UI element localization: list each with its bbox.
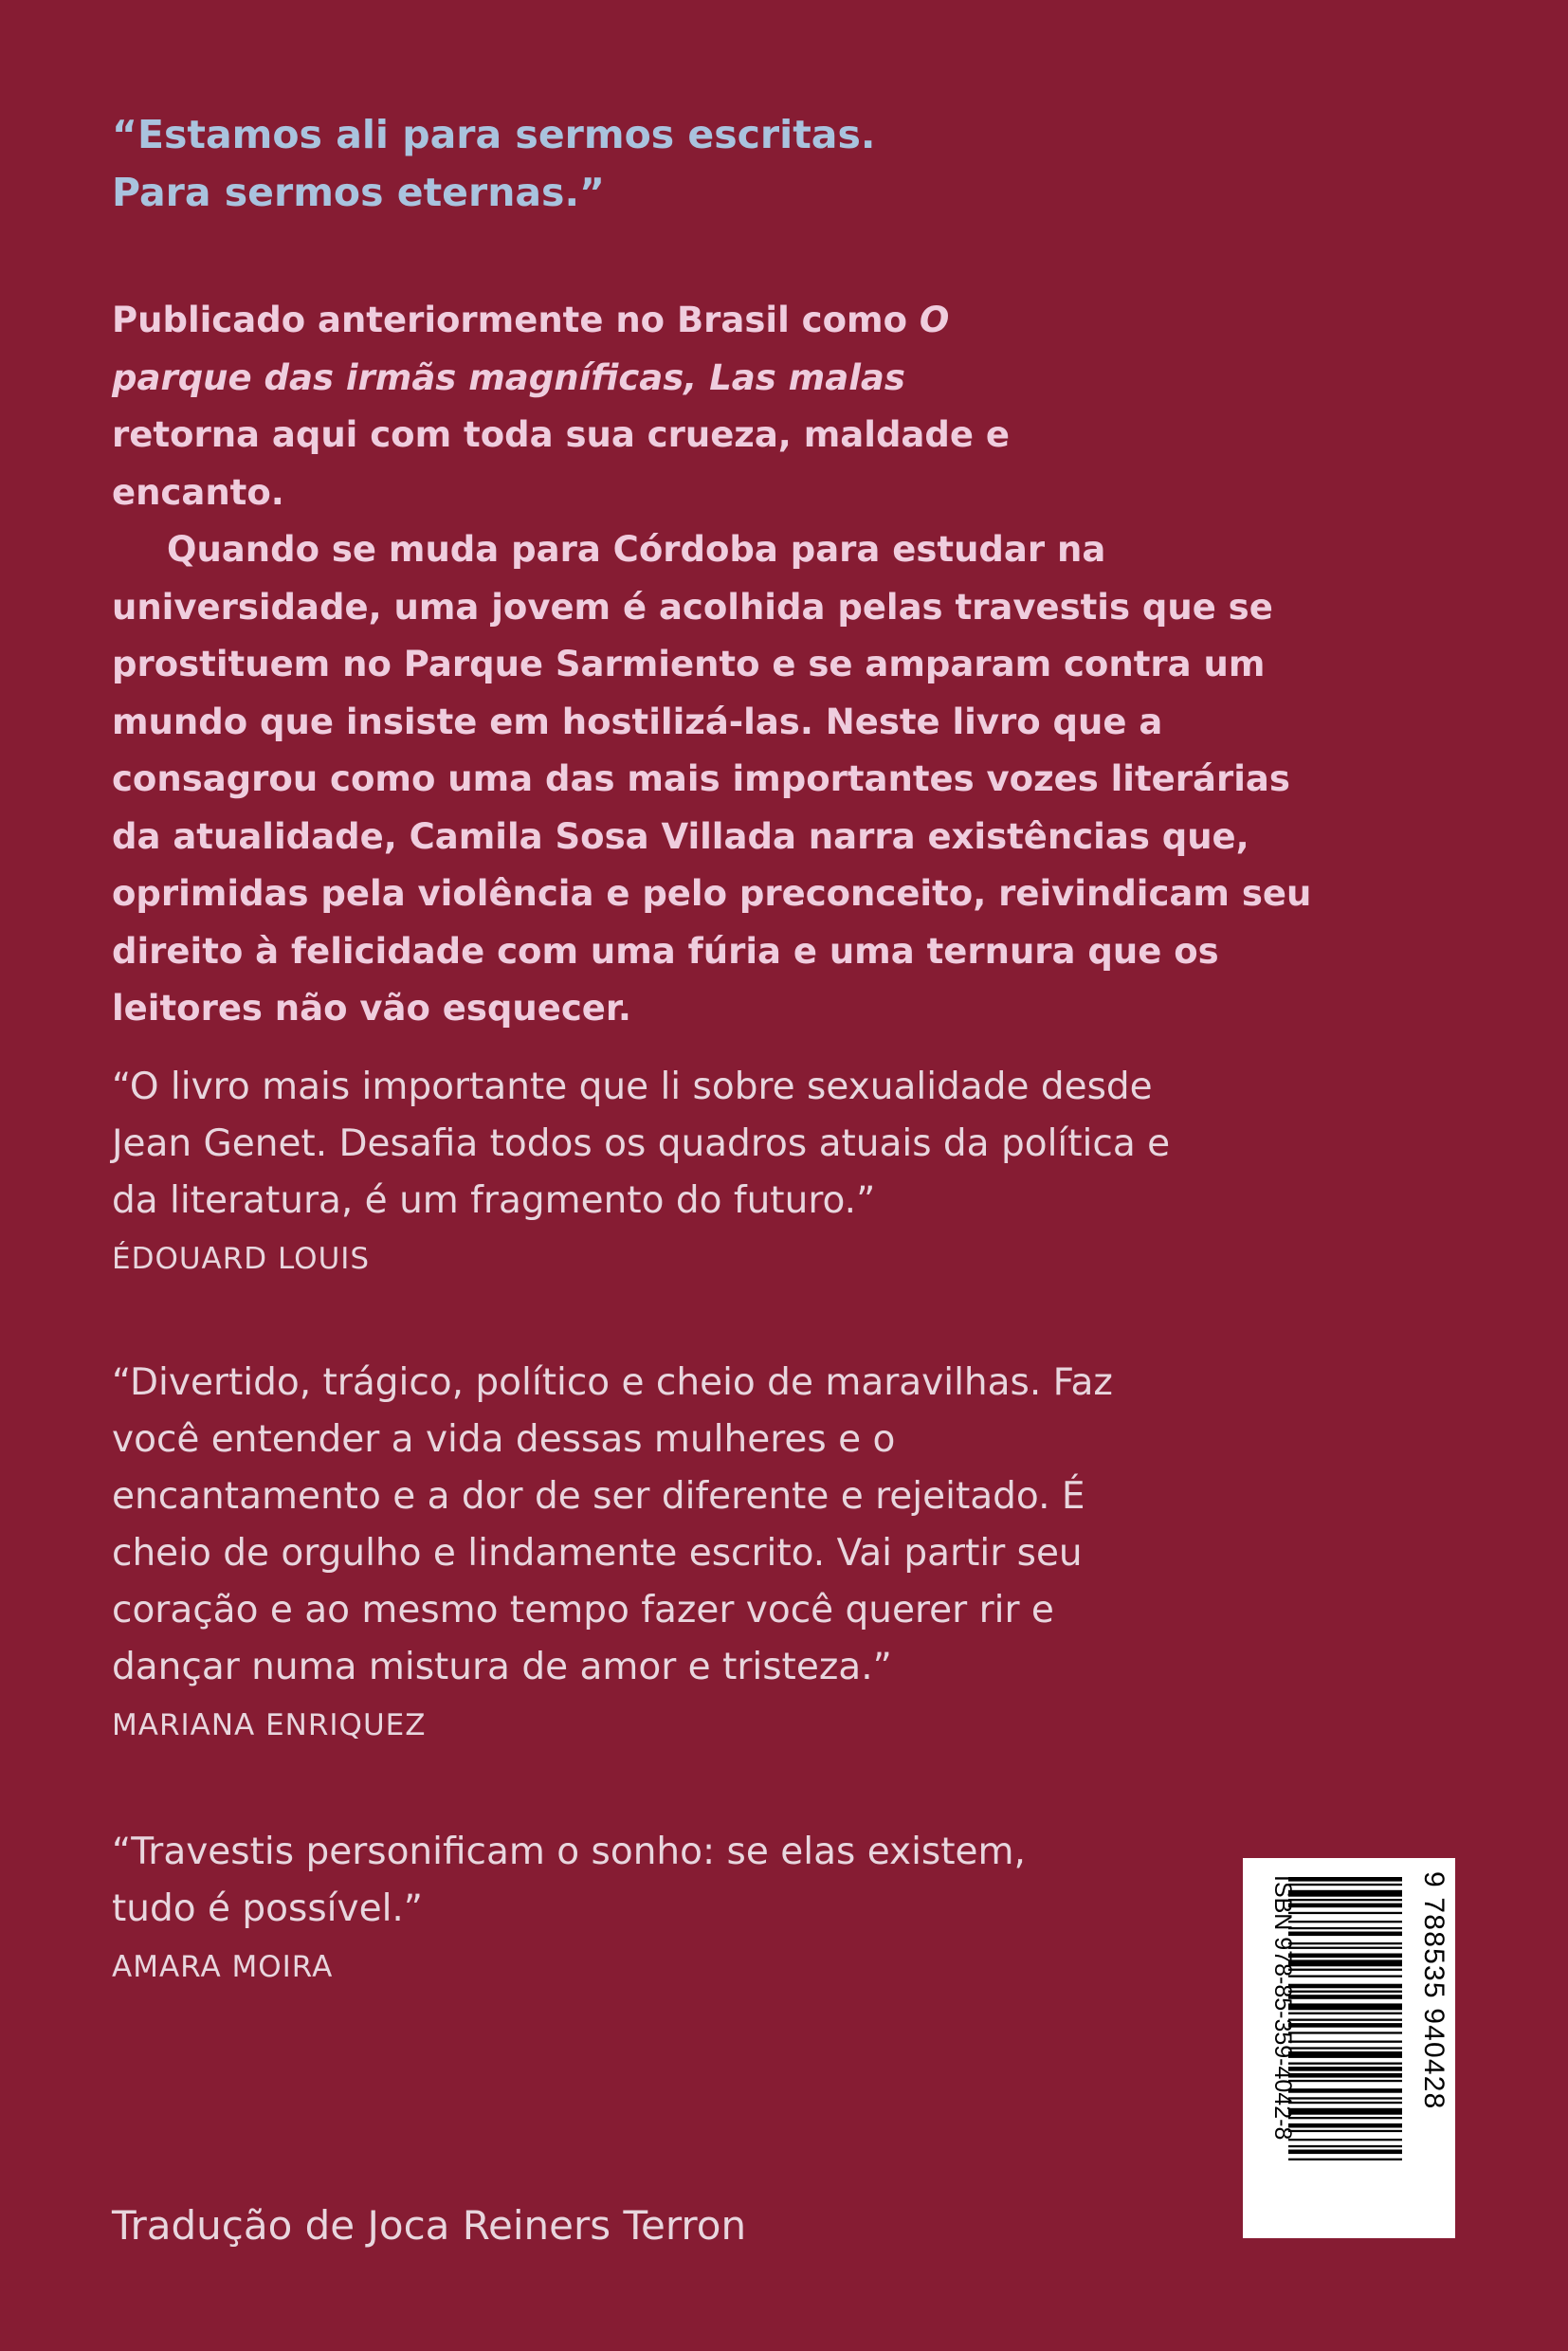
blurb-author: AMARA MOIRA	[112, 1950, 334, 1984]
barcode-bar	[1288, 2032, 1402, 2033]
title-separator: ,	[684, 356, 710, 398]
barcode-bar	[1288, 1969, 1402, 1971]
barcode-bar	[1288, 2108, 1402, 2115]
barcode-bar	[1288, 2041, 1402, 2043]
barcode-bar	[1288, 1921, 1402, 1923]
barcode-bar	[1288, 2150, 1402, 2155]
synopsis-body: Quando se muda para Córdoba para estudar na universidade, uma jovem é acolhida pelas travestis que se prostituem no Parque Sarmiento e se amparam contra um mundo que insiste em hostilizá-las. Neste livro que a consagrou como uma das mais importantes vozes literárias da atualidade, Camila Sosa Villada narra existências que, oprimidas pela violência e pelo preconceito, reivindicam seu direito à felicidade com uma fúria e uma ternura que os leitores não vão esquecer.	[112, 529, 1312, 1029]
barcode-bar	[1288, 2063, 1402, 2065]
barcode-bar	[1288, 1912, 1402, 1914]
barcode-bar	[1288, 1899, 1402, 1901]
barcode-bar	[1288, 2013, 1402, 2014]
blurb-mariana-enriquez	[112, 1355, 1202, 1749]
barcode-bar	[1288, 1884, 1402, 1886]
blurb-amara-moira	[112, 1824, 1202, 1991]
blurb-author: MARIANA ENRIQUEZ	[112, 1708, 427, 1742]
barcode-bar	[1288, 2102, 1402, 2104]
barcode-bars-icon	[1288, 1877, 1402, 2160]
barcode-bar	[1288, 1947, 1402, 1949]
barcode-bar	[1288, 2097, 1402, 2099]
barcode-bar	[1288, 2159, 1402, 2160]
barcode-bar	[1288, 1959, 1402, 1966]
barcode-bar	[1288, 1995, 1402, 1999]
epigraph-quote	[112, 106, 1155, 222]
isbn-label: ISBN 978-85-359-4042-8	[1269, 1875, 1296, 2141]
barcode-bar	[1288, 2067, 1402, 2071]
translator-credit: Tradução de Joca Reiners Terron	[112, 2202, 747, 2249]
synopsis-intro-text: Publicado anteriormente no Brasil como	[112, 300, 920, 340]
barcode-bar	[1288, 1927, 1402, 1929]
barcode-bar	[1288, 2123, 1402, 2128]
barcode-bar	[1288, 1976, 1402, 1977]
barcode-bar	[1288, 1932, 1402, 1937]
blurb-text: “Divertido, trágico, político e cheio de maravilhas. Faz você entender a vida dessas mulheres e o encantamento e a dor de ser diferente e rejeitado. É cheio de orgulho e lindamente escrito. Vai partir seu coração e ao mesmo tempo fazer você querer rir e dançar numa mistura de amor e tristeza.”	[112, 1361, 1113, 1688]
barcode-bar	[1288, 2117, 1402, 2119]
blurb-text: “Travestis personificam o sonho: se elas existem, tudo é possível.”	[112, 1831, 1026, 1930]
barcode-bar	[1288, 1984, 1402, 1989]
barcode-bar	[1288, 2080, 1402, 2082]
barcode-bar	[1288, 2088, 1402, 2093]
blurb-text: “O livro mais importante que li sobre sexualidade desde Jean Genet. Desafia todos os quadros atuais da política e da literatura, é um fragmento do futuro.”	[112, 1066, 1171, 1222]
epigraph-line-2: Para sermos eternas.”	[112, 170, 605, 215]
barcode-digits: 9 788535 940428	[1418, 1871, 1449, 2110]
blurb-author: ÉDOUARD LOUIS	[112, 1242, 371, 1276]
barcode-bar	[1288, 2023, 1402, 2028]
barcode-bar	[1288, 2073, 1402, 2078]
barcode-bar	[1288, 1877, 1402, 1882]
synopsis-paragraph-2	[112, 521, 1316, 1038]
barcode-bar	[1288, 2130, 1402, 2132]
synopsis-intro-end: retorna aqui com toda sua crueza, maldade e encanto.	[112, 414, 1010, 513]
barcode-bar	[1288, 1904, 1402, 1908]
barcode-bar	[1288, 2145, 1402, 2147]
epigraph-line-1: “Estamos ali para sermos escritas.	[112, 112, 876, 157]
previous-title: O parque das irmãs magníficas	[112, 300, 950, 398]
barcode-bar	[1288, 1942, 1402, 1944]
barcode-bar	[1288, 2051, 1402, 2058]
synopsis-paragraph-1	[112, 292, 1060, 521]
barcode-bar	[1288, 2019, 1402, 2021]
barcode-bar	[1288, 2139, 1402, 2141]
barcode-bar	[1288, 2003, 1402, 2010]
barcode-bar	[1288, 2047, 1402, 2049]
blurb-edouard-louis	[112, 1059, 1202, 1283]
barcode-bar	[1288, 1890, 1402, 1897]
isbn-barcode	[1243, 1858, 1455, 2238]
synopsis	[112, 292, 1316, 1038]
barcode-bar	[1288, 1991, 1402, 1993]
book-title: Las malas	[709, 356, 905, 398]
barcode-bar	[1288, 1954, 1402, 1959]
